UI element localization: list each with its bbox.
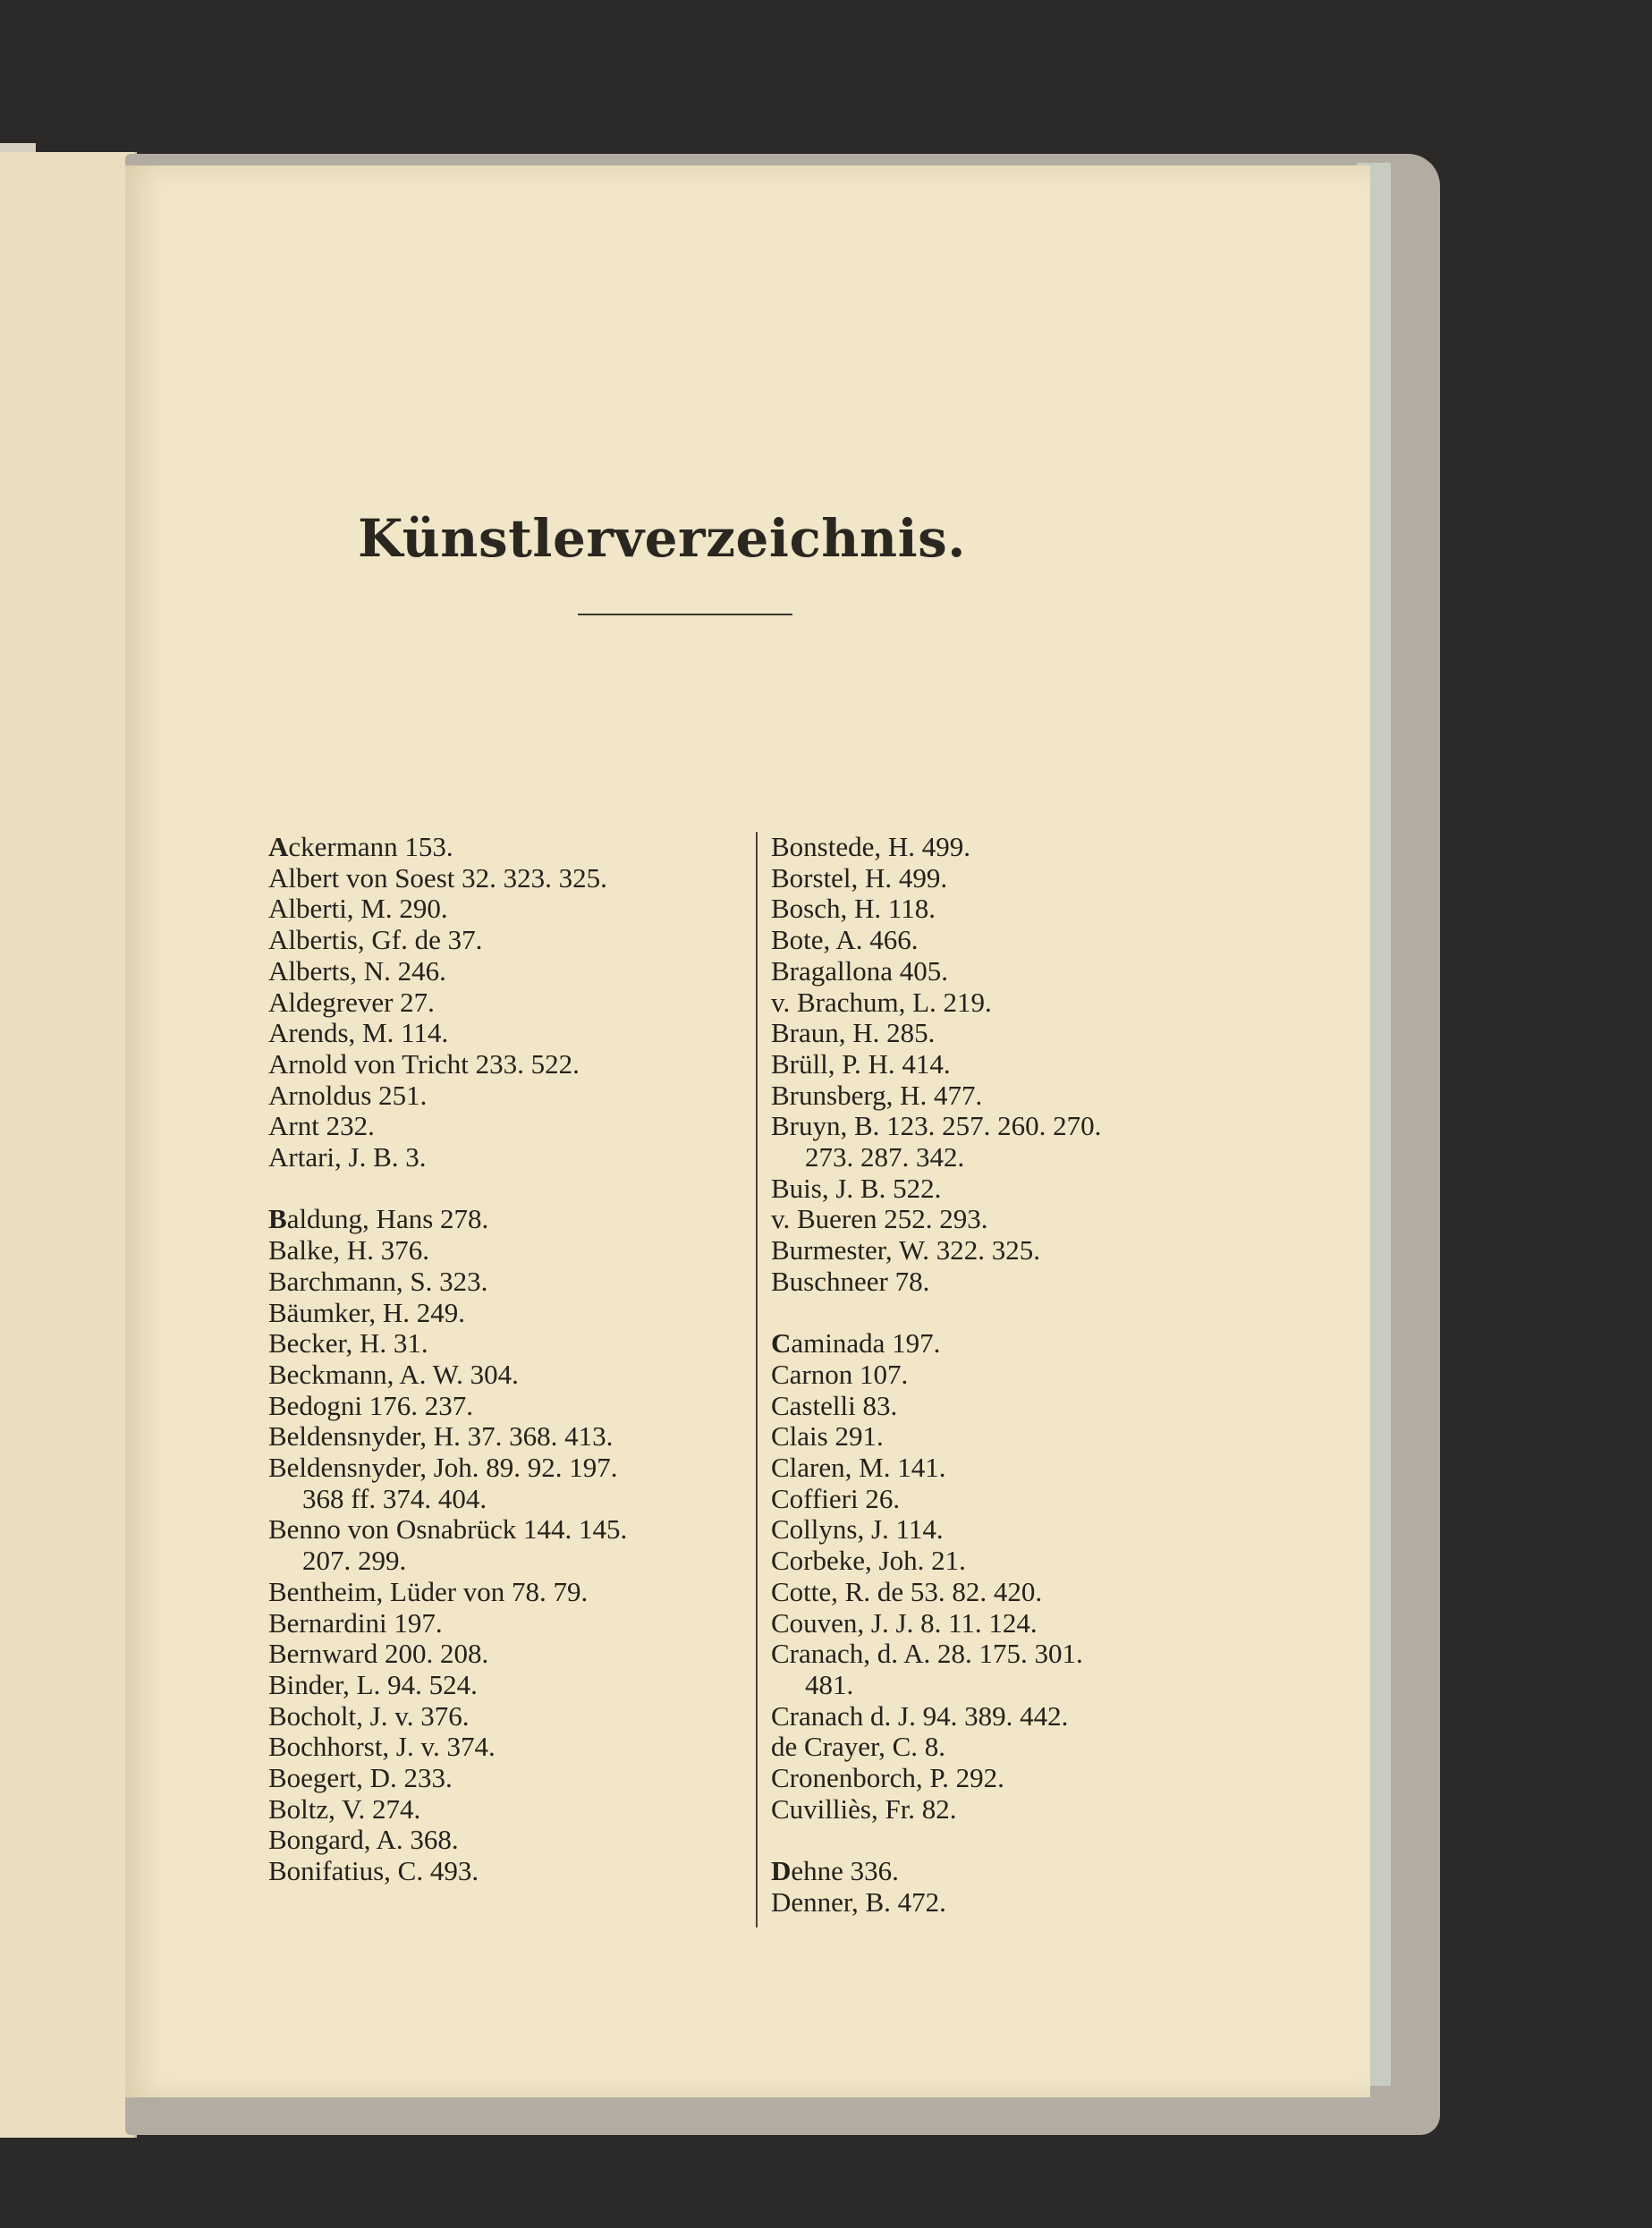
index-entry: Arnoldus 251. [268,1079,428,1111]
section-initial: D [771,1855,792,1887]
index-entry: Bote, A. 466. [771,924,919,956]
index-column-right [771,832,1290,1919]
section-gap [771,1298,1290,1329]
index-entry-continuation: 273. 287. 342. [805,1141,965,1173]
index-entry: Buschneer 78. [771,1265,930,1297]
index-entry: Arends, M. 114. [268,1017,449,1049]
index-column-left [268,832,751,1887]
index-entry: Aldegrever 27. [268,986,435,1018]
index-entry: Arnt 232. [268,1110,375,1142]
index-entry: Becker, H. 31. [268,1327,428,1360]
index-entry: Cronenborch, P. 292. [771,1762,1004,1794]
index-entry: Albertis, Gf. de 37. [268,924,483,956]
index-entry: Carnon 107. [771,1358,909,1390]
index-entry: Corbeke, Joh. 21. [771,1545,966,1577]
index-entry: Collyns, J. 114. [771,1513,944,1546]
index-entry: Artari, J. B. 3. [268,1141,427,1173]
index-entry: Braun, H. 285. [771,1017,936,1049]
index-entry: Bongard, A. 368. [268,1824,459,1856]
index-entry: Borstel, H. 499. [771,861,948,894]
index-entry: Bernward 200. 208. [268,1638,489,1670]
index-entry: Bonstede, H. 499. [771,831,971,862]
entry-text: ckermann 153. [288,831,453,862]
index-entry: Bosch, H. 118. [771,893,936,925]
index-entry [771,1856,1290,1887]
index-entry: v. Brachum, L. 219. [771,986,992,1018]
title-rule [578,614,792,615]
index-entry: Denner, B. 472. [771,1885,946,1918]
index-entry: Cuvilliès, Fr. 82. [771,1792,957,1825]
index-entry: Coffieri 26. [771,1482,901,1514]
column-divider [756,832,758,1927]
index-entry [771,1328,1290,1360]
index-entry: Beldensnyder, Joh. 89. 92. 197. [268,1452,618,1484]
index-entry: Brunsberg, H. 477. [771,1079,983,1111]
index-entry: Bonifatius, C. 493. [268,1855,479,1887]
index-entry: Bocholt, J. v. 376. [268,1699,470,1732]
index-entry: Binder, L. 94. 524. [268,1668,478,1700]
index-entry: Couven, J. J. 8. 11. 124. [771,1606,1038,1639]
index-entry: Balke, H. 376. [268,1234,429,1266]
index-entry-continuation: 368 ff. 374. 404. [302,1482,487,1514]
section-gap [268,1173,751,1205]
index-entry: Arnold von Tricht 233. 522. [268,1047,580,1080]
index-entry: v. Bueren 252. 293. [771,1203,988,1235]
index-entry: Benno von Osnabrück 144. 145. [268,1513,628,1546]
index-entry: Bäumker, H. 249. [268,1296,466,1328]
index-entry: Buis, J. B. 522. [771,1172,942,1204]
index-entry: Boltz, V. 274. [268,1792,421,1825]
index-entry: Burmester, W. 322. 325. [771,1234,1040,1266]
section-gap [771,1825,1290,1856]
index-entry: de Crayer, C. 8. [771,1731,946,1763]
index-entry: Albert von Soest 32. 323. 325. [268,861,607,894]
left-page-edge [0,152,137,2138]
section-initial: A [268,831,289,862]
index-entry: Bernardini 197. [268,1606,443,1639]
index-entry: Bragallona 405. [771,954,949,987]
entry-text: ehne 336. [791,1855,899,1887]
index-entry: Beckmann, A. W. 304. [268,1358,519,1390]
section-initial: C [771,1327,792,1360]
index-entry: Beldensnyder, H. 37. 368. 413. [268,1420,614,1453]
index-entry: Bruyn, B. 123. 257. 260. 270. [771,1110,1102,1142]
index-entry: Brüll, P. H. 414. [771,1047,951,1080]
index-entry [268,832,751,863]
index-entry: Boegert, D. 233. [268,1762,453,1794]
section-initial: B [268,1203,287,1235]
index-entry [268,1204,751,1235]
index-entry: Cotte, R. de 53. 82. 420. [771,1575,1043,1607]
index-entry: Bedogni 176. 237. [268,1389,474,1421]
index-entry: Claren, M. 141. [771,1452,946,1484]
index-entry: Alberts, N. 246. [268,954,446,987]
index-entry-continuation: 207. 299. [302,1545,407,1577]
index-entry: Alberti, M. 290. [268,893,448,925]
index-entry: Cranach d. J. 94. 389. 442. [771,1699,1069,1732]
index-entry: Barchmann, S. 323. [268,1265,488,1297]
entry-text: aminada 197. [791,1327,941,1360]
index-entry: Bochhorst, J. v. 374. [268,1731,496,1763]
index-entry: Bentheim, Lüder von 78. 79. [268,1575,589,1607]
index-entry-continuation: 481. [805,1668,854,1700]
page-title: Künstlerverzeichnis. [358,508,966,569]
entry-text: aldung, Hans 278. [286,1203,489,1235]
index-entry: Cranach, d. A. 28. 175. 301. [771,1638,1083,1670]
index-entry: Clais 291. [771,1420,884,1453]
index-entry: Castelli 83. [771,1389,898,1421]
